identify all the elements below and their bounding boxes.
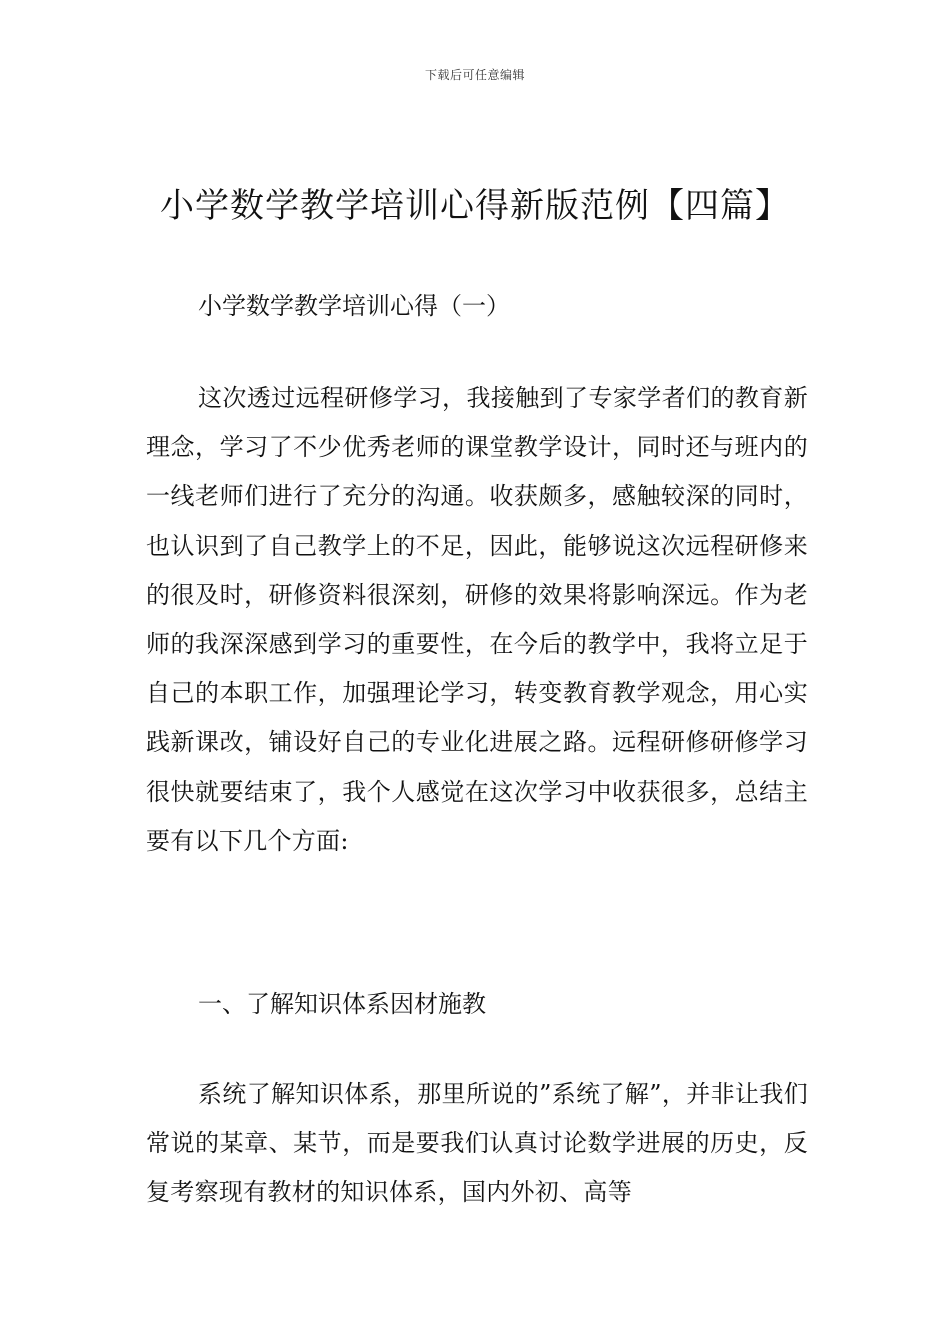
document-title: 小学数学教学培训心得新版范例【四篇】 (160, 186, 790, 226)
header-note: 下载后可任意编辑 (424, 68, 525, 82)
section-subtitle: 小学数学教学培训心得（一） (198, 292, 510, 320)
body-paragraph: 这次透过远程研修学习，我接触到了专家学者们的教育新理念，学习了不少优秀老师的课堂教学设计，同时还与班内的一线老师们进行了充分的沟通。收获颇多，感触较深的同时，也认识到了自己教学上的不足，因此，能够说这次远程研修来的很及时，研修资料很深刻，研修的效果将影响深远。作为老师的我深深感到学习的重要性，在今后的教学中，我将立足于自己的本职工作，加强理论学习，转变教育教学观念，用心实践新课改，铺设好自己的专业化进展之路。远程研修研修学习很快就要结束了，我个人感觉在这次学习中收获很多，总结主要有以下几个方面: (146, 384, 808, 855)
body-paragraph: 系统了解知识体系，那里所说的”系统了解”，并非让我们常说的某章、某节，而是要我们认真讨论数学进展的历史，反复考察现有教材的知识体系，国内外初、高等 (146, 1080, 808, 1207)
section-heading: 一、了解知识体系因材施教 (198, 990, 486, 1018)
